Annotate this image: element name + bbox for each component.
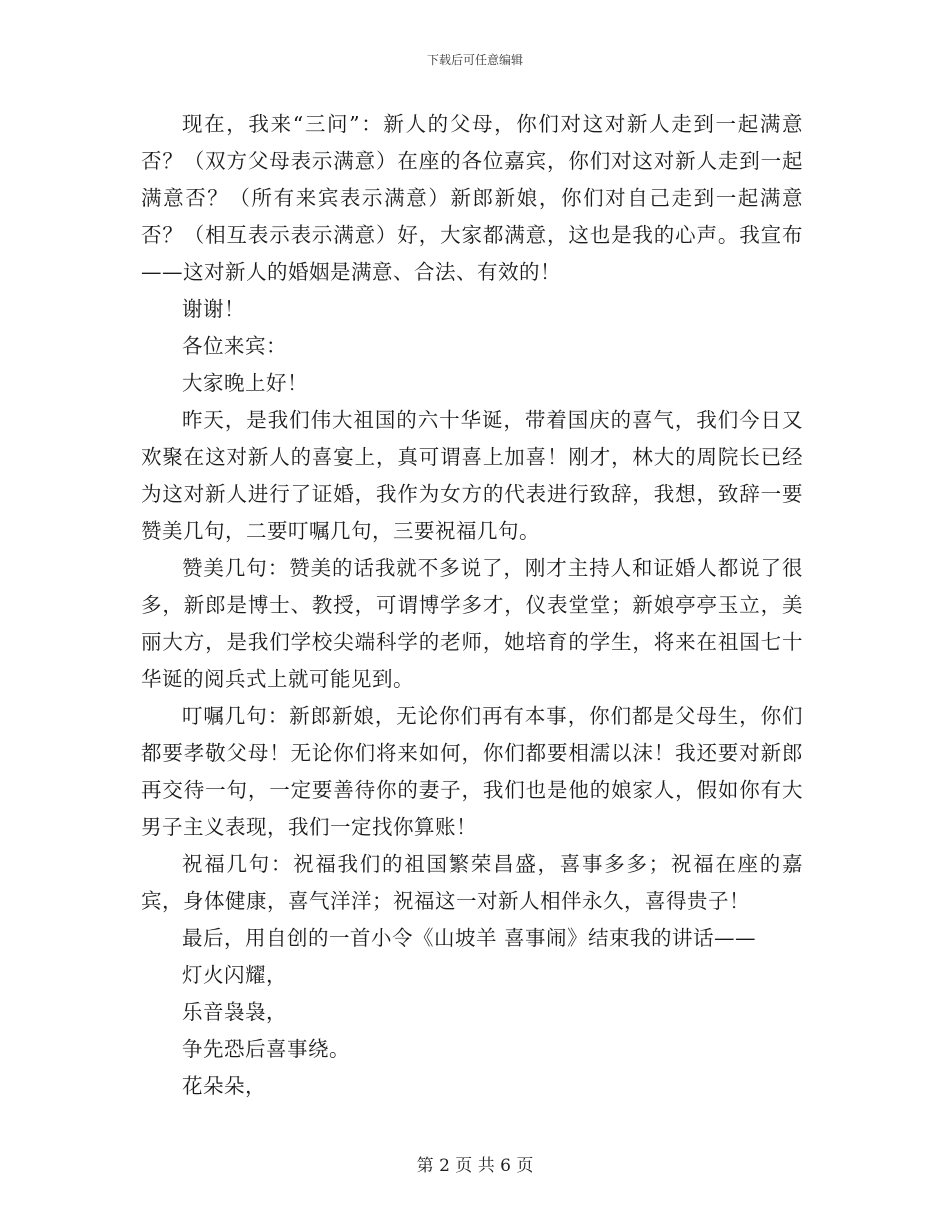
paragraph-blessing: 祝福几句：祝福我们的祖国繁荣昌盛，喜事多多；祝福在座的嘉宾，身体健康，喜气洋洋；祝福这一对新人相伴永久，喜得贵子！ xyxy=(141,852,803,913)
paragraph-three-questions: 现在，我来“三问”：新人的父母，你们对这对新人走到一起满意否？（双方父母表示满意）在座的各位嘉宾，你们对这对新人走到一起满意否？（所有来宾表示满意）新郎新娘，你们对自己走到一起满意否？（相互表示表示满意）好，大家都满意，这也是我的心声。我宣布——这对新人的婚姻是满意、合法、有效的！ xyxy=(141,112,803,284)
paragraph-praise: 赞美几句：赞美的话我就不多说了，刚才主持人和证婚人都说了很多，新郎是博士、教授，可谓博学多才，仪表堂堂；新娘亭亭玉立，美丽大方，是我们学校尖端科学的老师，她培育的学生，将来在祖国七十华诞的阅兵式上就可能见到。 xyxy=(141,556,803,691)
poem-line: 花朵朵， xyxy=(182,1074,266,1098)
poem-line: 灯火闪耀， xyxy=(182,963,287,987)
poem-line: 乐音袅袅， xyxy=(182,1000,287,1024)
paragraph-good-evening: 大家晚上好！ xyxy=(182,371,308,395)
page-header: 下载后可任意编辑 xyxy=(426,53,523,67)
paragraph-closing-intro: 最后，用自创的一首小令《山坡羊 喜事闹》结束我的讲话—— xyxy=(182,926,757,950)
paragraph-thanks: 谢谢！ xyxy=(182,297,245,321)
poem-line: 争先恐后喜事绕。 xyxy=(182,1037,350,1061)
paragraph-national-day: 昨天，是我们伟大祖国的六十华诞，带着国庆的喜气，我们今日又欢聚在这对新人的喜宴上，真可谓喜上加喜！刚才，林大的周院长已经为这对新人进行了证婚，我作为女方的代表进行致辞，我想，致辞一要赞美几句，二要叮嘱几句，三要祝福几句。 xyxy=(141,408,803,543)
page-number-footer: 第 2 页 共 6 页 xyxy=(416,1156,534,1176)
paragraph-greeting-guests: 各位来宾： xyxy=(182,334,287,358)
document-body xyxy=(141,106,803,1105)
paragraph-exhort: 叮嘱几句：新郎新娘，无论你们再有本事，你们都是父母生，你们都要孝敬父母！无论你们将来如何，你们都要相濡以沫！我还要对新郎再交待一句，一定要善待你的妻子，我们也是他的娘家人，假如你有大男子主义表现，我们一定找你算账！ xyxy=(141,704,803,839)
